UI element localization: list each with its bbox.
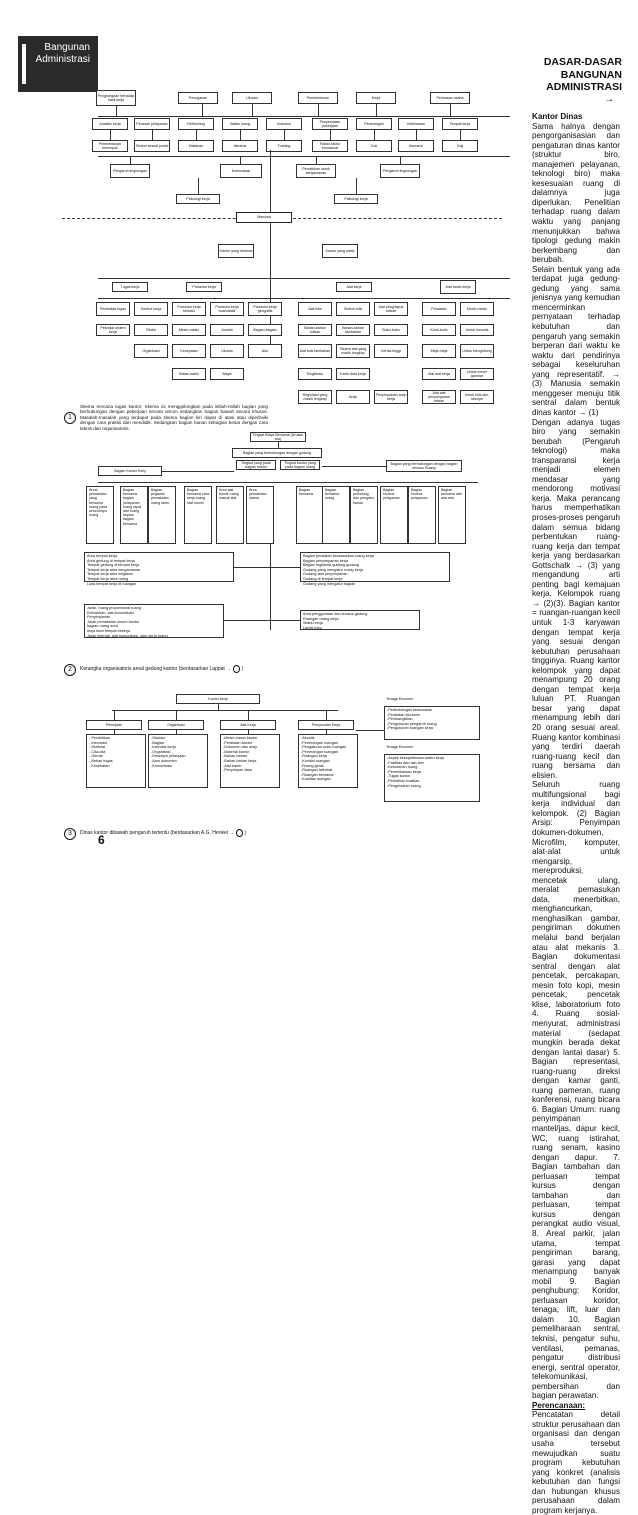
- box-area-left-2: Bagian pegawai pemakaian ruang tamu: [148, 486, 176, 544]
- box-row8-6: Sistem tulis: [336, 302, 370, 316]
- box-dynamic-office: Kantor yang dinamis: [218, 244, 254, 258]
- connector-line: [234, 567, 300, 568]
- connector-line: [450, 104, 451, 116]
- connector-line: [318, 104, 319, 116]
- box-tools: Alat kerja: [336, 282, 372, 292]
- box-row2-0: Analisis kerja: [92, 118, 128, 130]
- connector-line: [284, 130, 285, 140]
- box-area-left-3: Bagian bersama cara kerja ruang staf umum: [184, 486, 212, 544]
- box-psych-right: Psikologi kerja: [334, 194, 378, 204]
- title-line1: DASAR-DASAR: [543, 56, 622, 68]
- box-row11-4: Alat alat kerja: [422, 368, 456, 380]
- box-row3-5: Faktor-faktor emosional: [312, 140, 348, 152]
- title-line3: ADMINISTRASI: [546, 81, 622, 93]
- tab-line1: Bangunan: [44, 42, 90, 53]
- box-special-use: Area penggunaan dan khusus gedung Ruangan ruang kerja Waktu kerja Lantai baru: [300, 610, 420, 630]
- box-row9-3: Jumlah: [210, 324, 244, 336]
- connector-line: [198, 178, 199, 194]
- box-row1-5: Perluasan usaha: [430, 92, 470, 104]
- box-col-title-3: Penyusutan Kerja: [298, 720, 354, 730]
- connector-line: [202, 104, 203, 116]
- connector-line: [356, 730, 384, 731]
- spine2: [270, 544, 271, 630]
- box-row8-3: Prosedur kerja buamatatif: [210, 302, 244, 316]
- connector-line: [248, 710, 249, 720]
- box-row9-1: Revisi: [134, 324, 168, 336]
- box-procedure: Prosedur kerja: [186, 282, 222, 292]
- connector-line: [400, 156, 401, 164]
- paragraph-3: Dengan adanya tugas biro yang semakin berubah (Pengaruh teknologi) maka transparansi kerja menjadi elemen mendasar yang mendorong motivasi kerja. Maka perancang harus memperhatikan proses-proses pengaruh dalam semua bidang perbentukan ruang-ruang kerja dan tempat kerja yang berdasarkan Gottschalk → (3) yang mengandung arti penting bagi kemajuan kerja. Kelompok ruang → (2)(3). Bagian kantor = ruangan-ruangan kecil untuk 1-3 karyawan dengan tempat kerja yang sesuai dengan kebutuhan perusahaan tingginya. Ruang kantor kelompok yang dapat menampung 20 orang dengan tempat kerja luluan PT. Ruangan besar yang dapat menampung lebih dari 20 orang sesuai areal. Ruang kantor kombinasi yang terdiri daerah ruang-ruang kecil dan ruang bersama dan elisien.: [532, 417, 620, 780]
- arrow-icon: →: [604, 94, 614, 105]
- box-econ-title-1: Tenaga Ekonomi: [384, 696, 480, 706]
- connector-line: [130, 156, 131, 164]
- center-spine: [270, 150, 271, 350]
- box-row4-3: Pengaruh lingkungan: [380, 164, 420, 178]
- box-room-level: Tingkat kantor yang pada bagian ruang: [280, 460, 320, 470]
- box-row10-2: Ukuran: [210, 344, 244, 358]
- box-area-left-1: Bagian bersama bagian pelayanan ruang rapat dan ruang kepala bagian bersama: [120, 486, 148, 544]
- box-row8-2: Prosedur kerja berlaku: [172, 302, 206, 316]
- box-col-title-0: Pekerjaan: [86, 720, 142, 730]
- connector-line: [196, 130, 197, 140]
- box-row1-0: Penghargaan terhadap hasil kerja: [96, 90, 136, 106]
- planning-lead: Perencanaan:: [532, 1400, 586, 1410]
- box-task: Tugas kerja: [112, 282, 148, 292]
- connector-line: [98, 156, 510, 157]
- box-row10-5: Sistem alat yang masih lengkap: [336, 344, 370, 358]
- box-row1-3: Pembentukan: [298, 92, 338, 104]
- body-text-column: [532, 112, 620, 1515]
- connector-line: [374, 130, 375, 140]
- box-row9-0: Petunjuk sistem kerja: [96, 324, 130, 336]
- caption2-text: Kerangka organisatoris areal gedung kantor (berdasarkan Lappat →: [80, 666, 232, 672]
- box-row11-0: Batas waktu: [172, 368, 206, 380]
- paragraph-1: Sama halnya dengan pengorganisasian dan pengaturan dinas kantor (struktur biro, manajemen pelayanan, teknologi biro) maka kesesuaian ruang di dalamnya juga diperlukan. Penelitian terhadap ruang dalam waktu yang panjang menunjukkan bahwa tipologi gedung makin berkembang dan berubah.: [532, 121, 620, 265]
- box-distance: Jarak, ruang proporsional ruang Kebutuhan, alat komunikasi Penyimpanan Jarak pemakaian umum kantor bagian ruang area meja kecil tempat bekerja Jarak internal, alat komunikasi, jalur serta ruang: [84, 604, 224, 638]
- connector-line: [322, 466, 386, 467]
- box-row2-5: Penyesuaian pekerjaan: [312, 118, 348, 130]
- box-col-items-1: -Struktur -Bagian -Instruksi kerja -Organisasi -Deskripsi pekerjaan -Arus dokumen -Komunikasi: [148, 734, 208, 788]
- box-area-right-2: Bagian khusus pelayanan: [408, 486, 436, 544]
- connector-line: [110, 130, 111, 140]
- box-col-items-3: -Akustik -Penerangan ruangan -Pengaturan suhu ruangan -Penerangan ruangan -Ruangan kerja -Kondisi ruangan -Ruang gerak -Ruangan istirahat -Ruangan bersama -Kualitas ruangan: [298, 734, 358, 788]
- box-row1-1: Penugasan: [178, 92, 218, 104]
- box-econ-1: -Pertimbangan kesesuaian -Peralatan ekonomi -Pembangkitan -Pengukuran pengaruh ruang -Pengukuran ruangan kerja: [384, 706, 480, 740]
- box-row11-1: Biaya: [210, 368, 244, 380]
- box-row10-4: Alat tulis tambahan: [298, 344, 332, 358]
- box-row1-4: Kerja: [356, 92, 396, 104]
- page-number: 6: [98, 833, 105, 847]
- connector-line: [98, 298, 510, 299]
- box-row11-2: Registrasi: [298, 368, 332, 380]
- caption3-number: 3: [64, 828, 76, 840]
- connector-line: [162, 471, 234, 472]
- box-row2-2: Refreshing: [178, 118, 214, 130]
- paragraph-2: Selain bentuk yang ada terdapat juga gedung-gedung yang sama jenisnya yang kemudian mencerminkan pernyataan terhadap kebutuhan dan pengaruh yang semakin berperan dari waktu ke waktu dari pendirinya sebagai keseluruhan yang representatif. → (3) Manusia semakin menggeser menuju titik sentral dalam bentuk dinas kantor → (1): [532, 264, 620, 417]
- box-row10-6: Kertas tinggi: [374, 344, 408, 358]
- box-row9-7: Buku-buku: [374, 324, 408, 336]
- box-row9-6: Bahan-bahan tambahan: [336, 324, 370, 336]
- box-area-left-0: Areal pemakaian yang bersama ruang pada seluruhnya ruang: [86, 486, 114, 544]
- tab-line2: Administrasi: [35, 54, 90, 65]
- connector-line: [116, 106, 117, 116]
- connector-line: [98, 482, 478, 483]
- box-aux-tools: Alat bantu kerja: [440, 280, 476, 294]
- box-row10-7: Meja-meja: [422, 344, 456, 358]
- connector-line: [240, 130, 241, 140]
- box-row8-9: Mesin mesin: [460, 302, 494, 316]
- caption3-text: Dinas kantor dibawah pengaruh tertentu (berdasarkan A.G. Henkel →: [80, 830, 235, 836]
- box-row10-3: Alur: [248, 344, 282, 358]
- box-shared-cost: Tingkat Biaya Bersama (Urusan tua): [250, 432, 306, 442]
- box-area-right-1: Bagian khusus pelayanan: [380, 486, 408, 544]
- box-row2-6: Penerangan: [356, 118, 392, 130]
- section-heading: Kantor Dinas: [532, 112, 583, 121]
- box-row8-0: Pembatas tugas: [96, 302, 130, 316]
- connector-line: [98, 116, 510, 117]
- connector-line: [224, 620, 300, 621]
- connector-line: [114, 710, 115, 720]
- box-row12-0: Registrasi yang masih lengkap: [298, 390, 332, 404]
- caption3: Dinas kantor dibawah pengaruh tertentu (berdasarkan A.G. Henkel → ): [80, 830, 247, 836]
- paragraph-5: [532, 1401, 620, 1515]
- box-row3-1: Sistem sesuai posisi: [134, 140, 170, 152]
- box-row9-9: Untuk menulis: [460, 324, 494, 336]
- box-human: Manusia: [236, 212, 292, 223]
- box-row3-7: Asuransi: [398, 140, 434, 152]
- page-title: [520, 56, 622, 94]
- connector-line: [356, 178, 357, 194]
- box-storage: Bagian peralatan berdasarkan ruang kerja Bagian penyimpanan kerja Bagian registrasi gudang-gudang Gudang yang mengatur ruang kerja Gudang alat penyimpanan Gudang di tempat kerja Gudang yang mengatur bagian: [300, 552, 450, 582]
- connector-line: [112, 710, 338, 711]
- box-building-part: Bagian yang berhubungan dengan gedung: [232, 448, 322, 458]
- box-row4-2: Pendidikan untuk kenyamanan: [296, 164, 336, 178]
- box-row8-7: Alat penghapus tulisan: [374, 302, 408, 316]
- box-row3-2: Makanan: [178, 140, 214, 152]
- box-row3-8: Gaji: [442, 140, 478, 152]
- box-row10-0: Organisasi: [134, 344, 168, 358]
- caption1: Skema rencana tugas kantor. Skema ini menggolongkan pada istilah-istilah bagian yang berhubungan dengan pekerjaan secara umum sedangkan bagian bawah secara khusus. Masalah-masalah yang terdapat pada skema bagian kiri dapat di atasi atau diperbaiki dengan cara praktis dan mendidik. Sedangkan bagian kanan sebagian besar dengan cara teknis dan organisatoris.: [80, 404, 268, 431]
- box-row12-4: Untuk tulis lain-lainnya: [460, 390, 494, 404]
- box-row3-6: Cuti: [356, 140, 392, 152]
- box-row12-1: Arsip: [336, 390, 370, 404]
- connector-line: [416, 130, 417, 140]
- connector-line: [152, 130, 153, 140]
- box-row9-2: Mesin-mesin: [172, 324, 206, 336]
- box-row4-0: Pengaruh lingkungan: [110, 164, 150, 178]
- box-row12-3: Alat alat penyimpanan tulisan: [422, 390, 456, 404]
- box-area-right-3: Bagian bersama dan alat-alat: [438, 486, 466, 544]
- box-row11-5: Untuk mesin gambar: [460, 368, 494, 380]
- box-office-part: Bagian Kantor Kelly: [98, 466, 162, 476]
- connector-line: [176, 710, 177, 720]
- box-row10-8: Untuk menghitung: [460, 344, 494, 358]
- box-row9-5: Bahan-bahan tulisan: [298, 324, 332, 336]
- caption2: Kerangka organisatoris areal gedung kantor (berdasarkan Lappat → ): [80, 666, 244, 672]
- box-col-items-2: -Mesin-mesin kantor -Peralatan kantor -Dokumen dan arsip -Material kantor -Bahan-bahan -Bahan-bahan kerja -Alat bantu -Penyimpan data: [220, 734, 280, 788]
- box-row2-4: Instruksi: [266, 118, 302, 130]
- connector-line: [376, 104, 377, 116]
- box-row9-4: Bagian-bagian: [248, 324, 282, 336]
- box-row12-2: Penyimpanan arsip kerja: [374, 390, 408, 404]
- box-row1-2: Ukuran: [232, 92, 272, 104]
- box-row3-3: Istirahat: [222, 140, 258, 152]
- connector-line: [460, 130, 461, 140]
- box-work-area: Area tempat kerja Area gedung di tempat kerja Tempat gedung di tempat kerja Tempat kerja area kenyamanan Tempat kerja area kegiatan Tempat kerja area ruang Luas tempat kerja di ruangan: [84, 552, 234, 582]
- box-col-title-1: Organisasi: [148, 720, 204, 730]
- box-office-level: Tingkat yang pada bagian kantor: [236, 460, 276, 470]
- box-row2-8: Tempat kerja: [442, 118, 478, 130]
- connector-line: [98, 278, 510, 279]
- box-row8-4: Prosedur kerja geografis: [248, 302, 282, 316]
- box-econ-2: -Aspek kesejahteraan waktu kerja -Fasilitas dan lain-lain -Kebutuhan ruang -Pemeliharaan kerja -Tugas kantor -Perbaikan kualitas -Pengeluaran ruang: [384, 754, 480, 802]
- box-row4-1: Komunikasi: [220, 164, 262, 178]
- connector-line: [252, 104, 253, 116]
- connector-line: [316, 156, 317, 164]
- box-row3-0: Pembentukan kelompok: [92, 140, 128, 152]
- box-psych-left: Psikologi kerja: [176, 194, 220, 204]
- box-special-room: Bagian yang berhubungan dengan bagian khusus Ruang: [386, 460, 462, 472]
- box-static-office: Kantor yang statis: [322, 244, 358, 258]
- box-row10-1: Kecepatan: [172, 344, 206, 358]
- connector-line: [326, 710, 327, 720]
- connector-line: [330, 130, 331, 140]
- box-area-right-0: Bagian pelindung dan pengatur kamar: [350, 486, 378, 544]
- box-row2-7: Keleluasan: [398, 118, 434, 130]
- caption2-number: 2: [64, 664, 76, 676]
- caption1-number: 1: [64, 412, 76, 424]
- box-col-title-2: Alat Kerja: [220, 720, 276, 730]
- section-tab: [18, 36, 98, 92]
- planning-text: Pencatatan detail struktur perusahaan dan organisasi dan dengan usaha tersebut mewujudkan suatu program kebutuhan yang konkret (analisis kebutuhan dan fungsi dan hubungan khusus perusahaan dalam program kerjanya.: [532, 1410, 620, 1515]
- box-area-left-5: Area pemakaian utama: [246, 486, 274, 544]
- box-row11-3: Kartu data kerja: [336, 368, 370, 380]
- box-econ-title-2: Tenaga Ekonomi: [384, 744, 480, 754]
- box-row8-5: Alat tulis: [298, 302, 332, 316]
- box-area-left-7: Bagian bersama ruang: [322, 486, 350, 544]
- box-row2-3: Waktu luang: [222, 118, 258, 130]
- tab-marker: [22, 44, 26, 84]
- box-row8-8: Peralatan: [422, 302, 456, 316]
- box-row9-8: Kursi-kursi: [422, 324, 456, 336]
- box-row2-1: Peranan pelayanan: [134, 118, 170, 130]
- box-row3-4: Training: [266, 140, 302, 152]
- title-line2: BANGUNAN: [560, 68, 622, 81]
- connector-line: [240, 156, 241, 164]
- box-work-office: Kantor kerja: [176, 694, 260, 704]
- box-row8-1: Kontrol kerja: [134, 302, 168, 316]
- box-area-left-6: Bagian bersama: [296, 486, 324, 544]
- box-col-items-0: - Pendidikan - Informasi - Motivasi - Cita-cita - Gemar - Beban tugas - Kesehatan: [86, 734, 146, 788]
- paragraph-4: Seluruh ruang multifungsional bagi kerja individual dan kelompok. (2) Bagian Arsip: Penyimpan dokumen-dokumen, Microfilm, komputer, alat-alat untuk mengarsip, mereproduksi, mencetak ulang, meralat pemasukan data, menerbitkan, menghancurkan, menghasilkan gambar, pengiriman dokumen melalui band berjalan atau alat mekanis 3. Bagian dokumentasi sentral dengan alat pencetak, percakapan, mesin foto kopi, mesin pencetak, pencetak klise, laboratorium foto 4. Ruang sosial-menyurat, administrasi material (sedapat mungkin berada dekat dengan lantai dasar) 5. Bagian representasi, ruang-ruang direksi dengan kamar ganti, ruang pameran, ruang konferensi, ruang bicara 6. Bagian Umum: ruang penyimpanan mantel/jas, dapur kecil, WC, ruang istirahat, ruang senam, kasino dengan dapur. 7. Bagian tambahan dan perluasan tempat kursus dengan tambahan dan perluasan, tempat kursus dengan perangkat audio visual, 8. Areal parkir, jalan utama, tempat pengiriman barang, garasi yang dapat menampung banyak mobil 9. Bagian penghubung: Koridor, perluasan koridor, tenaga, lift, luar dan dalam 10. Bagian pemeliharaan sentral, teknisi, pengatur suhu, ventilasi, pemanas, pengatur distribusi energi, sentral operator, telekomunikasi, pembersihan dan bagian perawatan.: [532, 780, 620, 1401]
- box-area-left-4: Area alat teknik ruang masuk staf: [216, 486, 244, 544]
